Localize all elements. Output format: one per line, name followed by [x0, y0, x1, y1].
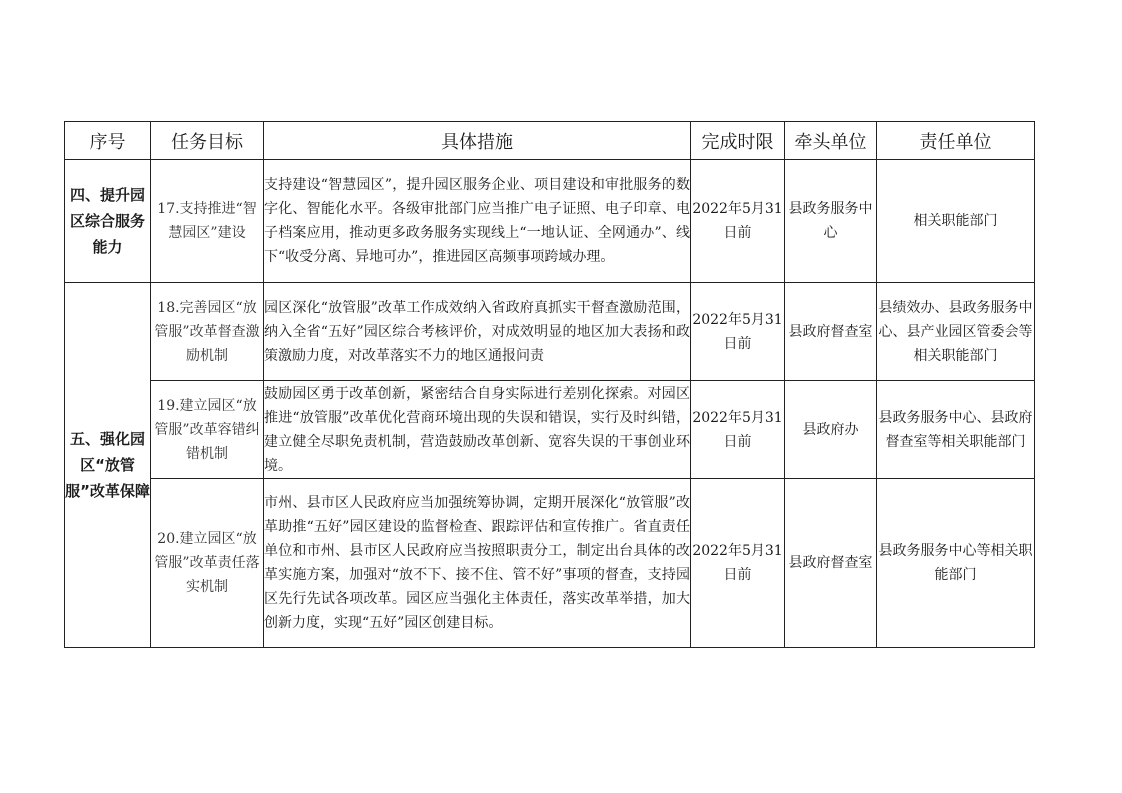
- measure-cell: 园区深化“放管服”改革工作成效纳入省政府真抓实干督查激励范围，纳入全省“五好”园区综合考核评价，对成效明显的地区加大表扬和政策激励力度，对改革落实不力的地区通报问责: [264, 283, 691, 381]
- task-goal-cell: 19.建立园区“放管服”改革容错纠错机制: [151, 381, 264, 479]
- category-cell: 五、强化园区“放管服”改革保障: [65, 283, 151, 648]
- header-lead-unit: 牵头单位: [785, 122, 877, 160]
- deadline-cell: 2022年5月31日前: [691, 160, 785, 283]
- task-table: [64, 121, 1035, 648]
- header-task-goal: 任务目标: [151, 122, 264, 160]
- table-row: [65, 283, 1035, 381]
- deadline-cell: 2022年5月31日前: [691, 283, 785, 381]
- lead-unit-cell: 县政务服务中心: [785, 160, 877, 283]
- table-row: [65, 381, 1035, 479]
- lead-unit-cell: 县政府督查室: [785, 479, 877, 648]
- lead-unit-cell: 县政府办: [785, 381, 877, 479]
- header-responsible-unit: 责任单位: [877, 122, 1035, 160]
- deadline-cell: 2022年5月31日前: [691, 381, 785, 479]
- deadline-cell: 2022年5月31日前: [691, 479, 785, 648]
- table-row: [65, 479, 1035, 648]
- table-row: [65, 160, 1035, 283]
- responsible-unit-cell: 县政务服务中心等相关职能部门: [877, 479, 1035, 648]
- header-serial: 序号: [65, 122, 151, 160]
- measure-cell: 市州、县市区人民政府应当加强统筹协调，定期开展深化“放管服”改革助推“五好”园区建设的监督检查、跟踪评估和宣传推广。省直责任单位和市州、县市区人民政府应当按照职责分工，制定出台具体的改革实施方案，加强对“放不下、接不住、管不好”事项的督查，支持园区先行先试各项改革。园区应当强化主体责任，落实改革举措，加大创新力度，实现“五好”园区创建目标。: [264, 479, 691, 648]
- header-deadline: 完成时限: [691, 122, 785, 160]
- responsible-unit-cell: 县绩效办、县政务服务中心、县产业园区管委会等相关职能部门: [877, 283, 1035, 381]
- category-cell: 四、提升园区综合服务能力: [65, 160, 151, 283]
- measure-cell: 支持建设“智慧园区”，提升园区服务企业、项目建设和审批服务的数字化、智能化水平。各级审批部门应当推广电子证照、电子印章、电子档案应用，推动更多政务服务实现线上“一地认证、全网通办”、线下“收受分离、异地可办”，推进园区高频事项跨域办理。: [264, 160, 691, 283]
- responsible-unit-cell: 县政务服务中心、县政府督查室等相关职能部门: [877, 381, 1035, 479]
- responsible-unit-cell: 相关职能部门: [877, 160, 1035, 283]
- task-goal-cell: 18.完善园区“放管服”改革督查激励机制: [151, 283, 264, 381]
- lead-unit-cell: 县政府督查室: [785, 283, 877, 381]
- header-measures: 具体措施: [264, 122, 691, 160]
- measure-cell: 鼓励园区勇于改革创新，紧密结合自身实际进行差别化探索。对园区推进“放管服”改革优化营商环境出现的失误和错误，实行及时纠错，建立健全尽职免责机制，营造鼓励改革创新、宽容失误的干事创业环境。: [264, 381, 691, 479]
- task-goal-cell: 20.建立园区“放管服”改革责任落实机制: [151, 479, 264, 648]
- table-header-row: [65, 122, 1035, 160]
- task-goal-cell: 17.支持推进“智慧园区”建设: [151, 160, 264, 283]
